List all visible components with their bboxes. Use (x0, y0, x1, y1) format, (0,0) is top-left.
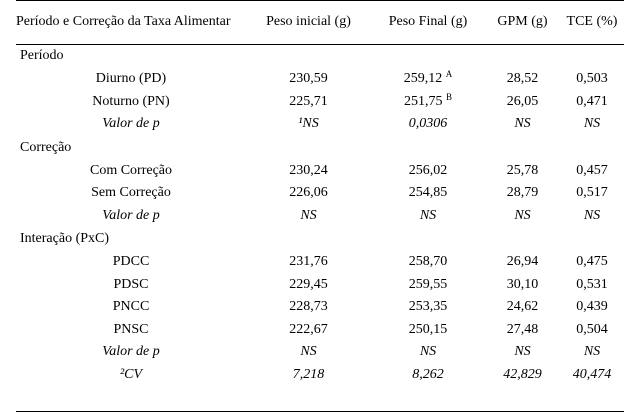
cell-gpm: 26,05 (506, 93, 539, 109)
p-value-row (16, 205, 624, 228)
cell-gpm: 42,829 (503, 366, 542, 382)
cell-tce: 0,471 (576, 93, 608, 109)
cell-initial-weight: ¹NS (298, 116, 319, 132)
cell-tce: NS (583, 207, 601, 223)
cell-tce: NS (583, 344, 601, 360)
cell-final-weight (371, 68, 485, 91)
cell-final-weight: 253,35 (408, 299, 448, 315)
section-row-interaction (16, 227, 624, 251)
header-tce: TCE (%) (566, 14, 618, 29)
cell-initial-weight: 226,06 (289, 185, 328, 201)
header-period-correction: Período e Correção da Taxa Alimentar (16, 14, 231, 29)
cell-final-weight: 256,02 (408, 162, 448, 178)
cell-value: 251,75 (403, 93, 443, 109)
cv-row (16, 364, 624, 387)
cell-initial-weight: 225,71 (289, 93, 328, 109)
cell-final-weight: 259,55 (408, 276, 448, 292)
table-row (16, 182, 624, 205)
cell-initial-weight: 230,59 (289, 71, 328, 87)
cell-tce: 40,474 (572, 366, 612, 382)
results-table (16, 0, 624, 386)
header-initial-weight: Peso inicial (g) (266, 14, 351, 29)
section-row-period (16, 44, 624, 68)
row-label: Valor de p (102, 207, 160, 223)
cell-gpm: 26,94 (506, 254, 539, 270)
cell-final-weight (371, 91, 485, 114)
cell-final-weight: 250,15 (408, 321, 448, 337)
cell-tce: 0,457 (576, 162, 608, 178)
row-label: Valor de p (102, 116, 160, 132)
cell-initial-weight: 222,67 (289, 321, 328, 337)
row-label: ²CV (119, 366, 143, 382)
cell-gpm: 30,10 (506, 276, 539, 292)
section-title: Período (20, 48, 64, 63)
row-label: PNCC (112, 299, 150, 315)
cell-gpm: NS (514, 116, 531, 132)
cell-tce: NS (583, 116, 601, 132)
cell-tce: 0,503 (576, 71, 608, 87)
significance-letter: B (445, 91, 452, 102)
cell-final-weight: 254,85 (408, 185, 448, 201)
cell-initial-weight: 231,76 (289, 254, 328, 270)
table-row (16, 68, 624, 91)
cell-initial-weight: NS (300, 344, 317, 360)
row-label: PDCC (112, 254, 150, 270)
table-row (16, 91, 624, 114)
p-value-row (16, 113, 624, 136)
table-row (16, 160, 624, 183)
table-row (16, 251, 624, 274)
cell-final-weight: 258,70 (408, 254, 448, 270)
cell-final-weight: 8,262 (412, 366, 444, 382)
cell-tce: 0,504 (576, 321, 608, 337)
row-label: PDSC (113, 276, 149, 292)
cell-initial-weight: 229,45 (289, 276, 328, 292)
table-row (16, 319, 624, 342)
section-row-correction (16, 136, 624, 160)
header-gpm: GPM (g) (497, 14, 548, 29)
cell-initial-weight: NS (300, 207, 317, 223)
cell-initial-weight: 7,218 (292, 366, 325, 382)
significance-letter: A (445, 69, 453, 80)
section-title: Correção (20, 139, 72, 155)
cell-final-weight: 0,0306 (408, 116, 448, 132)
cell-tce: 0,439 (576, 299, 608, 315)
cell-gpm: 28,52 (506, 71, 539, 87)
cell-tce: 0,517 (576, 185, 608, 201)
row-label: Com Correção (89, 162, 173, 178)
cell-gpm: 27,48 (506, 321, 539, 337)
header-final-weight: Peso Final (g) (388, 14, 468, 29)
cell-initial-weight: 230,24 (289, 162, 328, 178)
row-label: Noturno (PN) (92, 93, 170, 109)
header-row (16, 0, 624, 44)
cell-initial-weight: 228,73 (289, 299, 328, 315)
cell-final-weight: NS (419, 207, 437, 223)
cell-gpm: NS (514, 344, 531, 360)
section-title: Interação (PxC) (20, 231, 110, 246)
table-row (16, 296, 624, 319)
bottom-rule (16, 411, 624, 412)
cell-gpm: 24,62 (506, 299, 539, 315)
p-value-row (16, 341, 624, 364)
cell-gpm: NS (514, 207, 531, 223)
cell-tce: 0,531 (576, 276, 608, 292)
row-label: Sem Correção (91, 185, 171, 201)
cell-value: 259,12 (403, 71, 443, 87)
row-label: Diurno (PD) (95, 71, 167, 87)
cell-tce: 0,475 (576, 254, 608, 270)
cell-gpm: 25,78 (506, 162, 539, 178)
row-label: Valor de p (102, 344, 160, 360)
cell-gpm: 28,79 (506, 185, 539, 201)
cell-final-weight: NS (419, 344, 437, 360)
row-label: PNSC (113, 321, 149, 337)
table-row (16, 274, 624, 297)
